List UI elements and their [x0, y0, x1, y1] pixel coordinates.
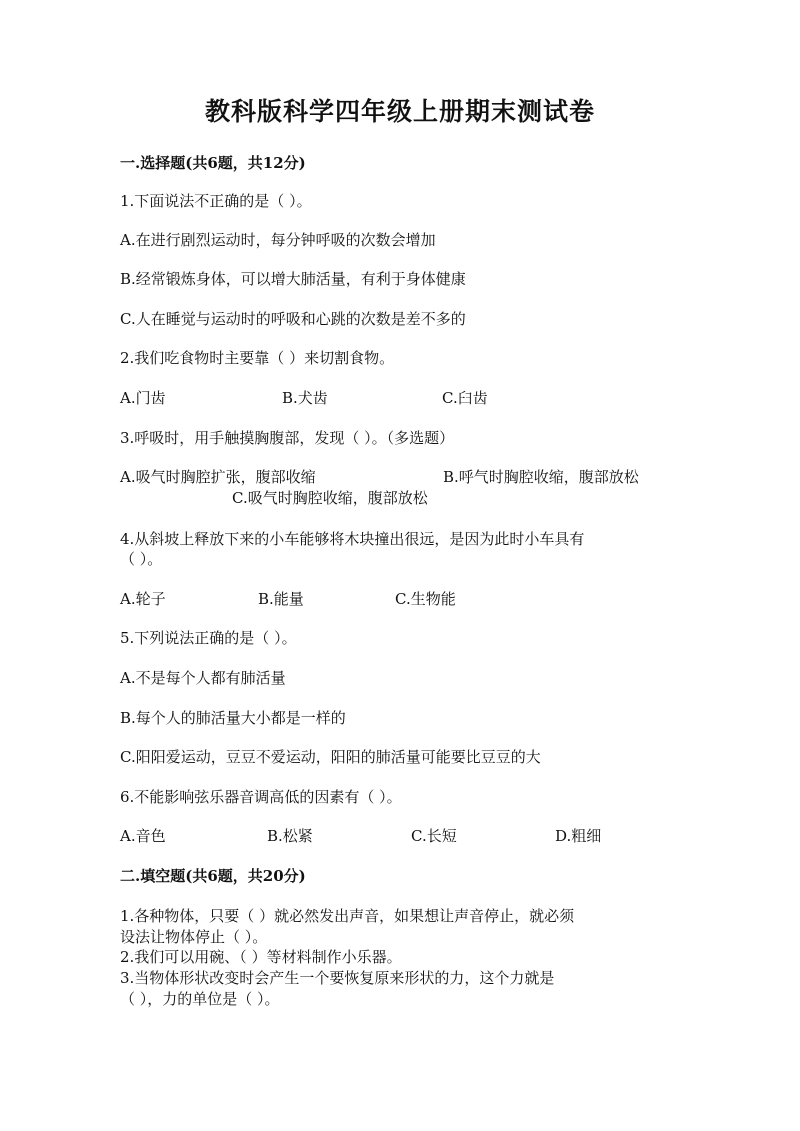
section-heading-choice: 一.选择题(共6题，共12分): [120, 154, 306, 172]
answer-option: C.人在睡觉与运动时的呼吸和心跳的次数是差不多的: [120, 310, 466, 328]
answer-option: C.吸气时胸腔收缩，腹部放松: [232, 489, 428, 507]
answer-option: A.吸气时胸腔扩张，腹部收缩: [120, 468, 316, 486]
question-stem: 3.呼吸时，用手触摸胸腹部，发现（ ）。（多选题）: [120, 429, 455, 447]
answer-option: A.门齿: [120, 389, 166, 407]
answer-option: C.阳阳爱运动，豆豆不爱运动，阳阳的肺活量可能要比豆豆的大: [120, 748, 541, 766]
question-stem: （ ），力的单位是（ ）。: [120, 990, 280, 1008]
answer-option: A.音色: [120, 827, 166, 845]
answer-option: B.呼气时胸腔收缩，腹部放松: [443, 468, 639, 486]
answer-option: B.经常锻炼身体，可以增大肺活量，有利于身体健康: [120, 270, 466, 288]
answer-option: C.长短: [411, 827, 457, 845]
page-title: 教科版科学四年级上册期末测试卷: [204, 97, 595, 126]
answer-option: B.能量: [258, 590, 304, 608]
question-stem: 2.我们吃食物时主要靠（ ）来切割食物。: [120, 349, 395, 367]
answer-option: A.不是每个人都有肺活量: [120, 669, 286, 687]
answer-option: D.粗细: [555, 827, 602, 845]
answer-option: C.生物能: [395, 590, 456, 608]
answer-option: B.松紧: [267, 827, 313, 845]
question-stem: 1.各种物体，只要（ ）就必然发出声音，如果想让声音停止，就必须: [120, 907, 575, 925]
section-heading-fill-blank: 二.填空题(共6题，共20分): [120, 867, 306, 885]
question-stem: 6.不能影响弦乐器音调高低的因素有（ ）。: [120, 788, 402, 806]
answer-option: C.臼齿: [442, 389, 488, 407]
answer-option: A.在进行剧烈运动时，每分钟呼吸的次数会增加: [120, 231, 436, 249]
question-stem: 1.下面说法不正确的是（ ）。: [120, 192, 312, 210]
question-stem: 5.下列说法正确的是（ ）。: [120, 629, 297, 647]
answer-option: B.犬齿: [282, 389, 328, 407]
question-stem: 4.从斜坡上释放下来的小车能够将木块撞出很远，是因为此时小车具有: [120, 530, 585, 548]
answer-option: B.每个人的肺活量大小都是一样的: [120, 709, 346, 727]
question-stem: 2.我们可以用碗、（ ）等材料制作小乐器。: [120, 948, 402, 966]
question-stem: 3.当物体形状改变时会产生一个要恢复原来形状的力，这个力就是: [120, 969, 555, 987]
question-stem: 设法让物体停止（ ）。: [120, 928, 268, 946]
question-stem: （ ）。: [120, 550, 163, 568]
answer-option: A.轮子: [120, 590, 166, 608]
